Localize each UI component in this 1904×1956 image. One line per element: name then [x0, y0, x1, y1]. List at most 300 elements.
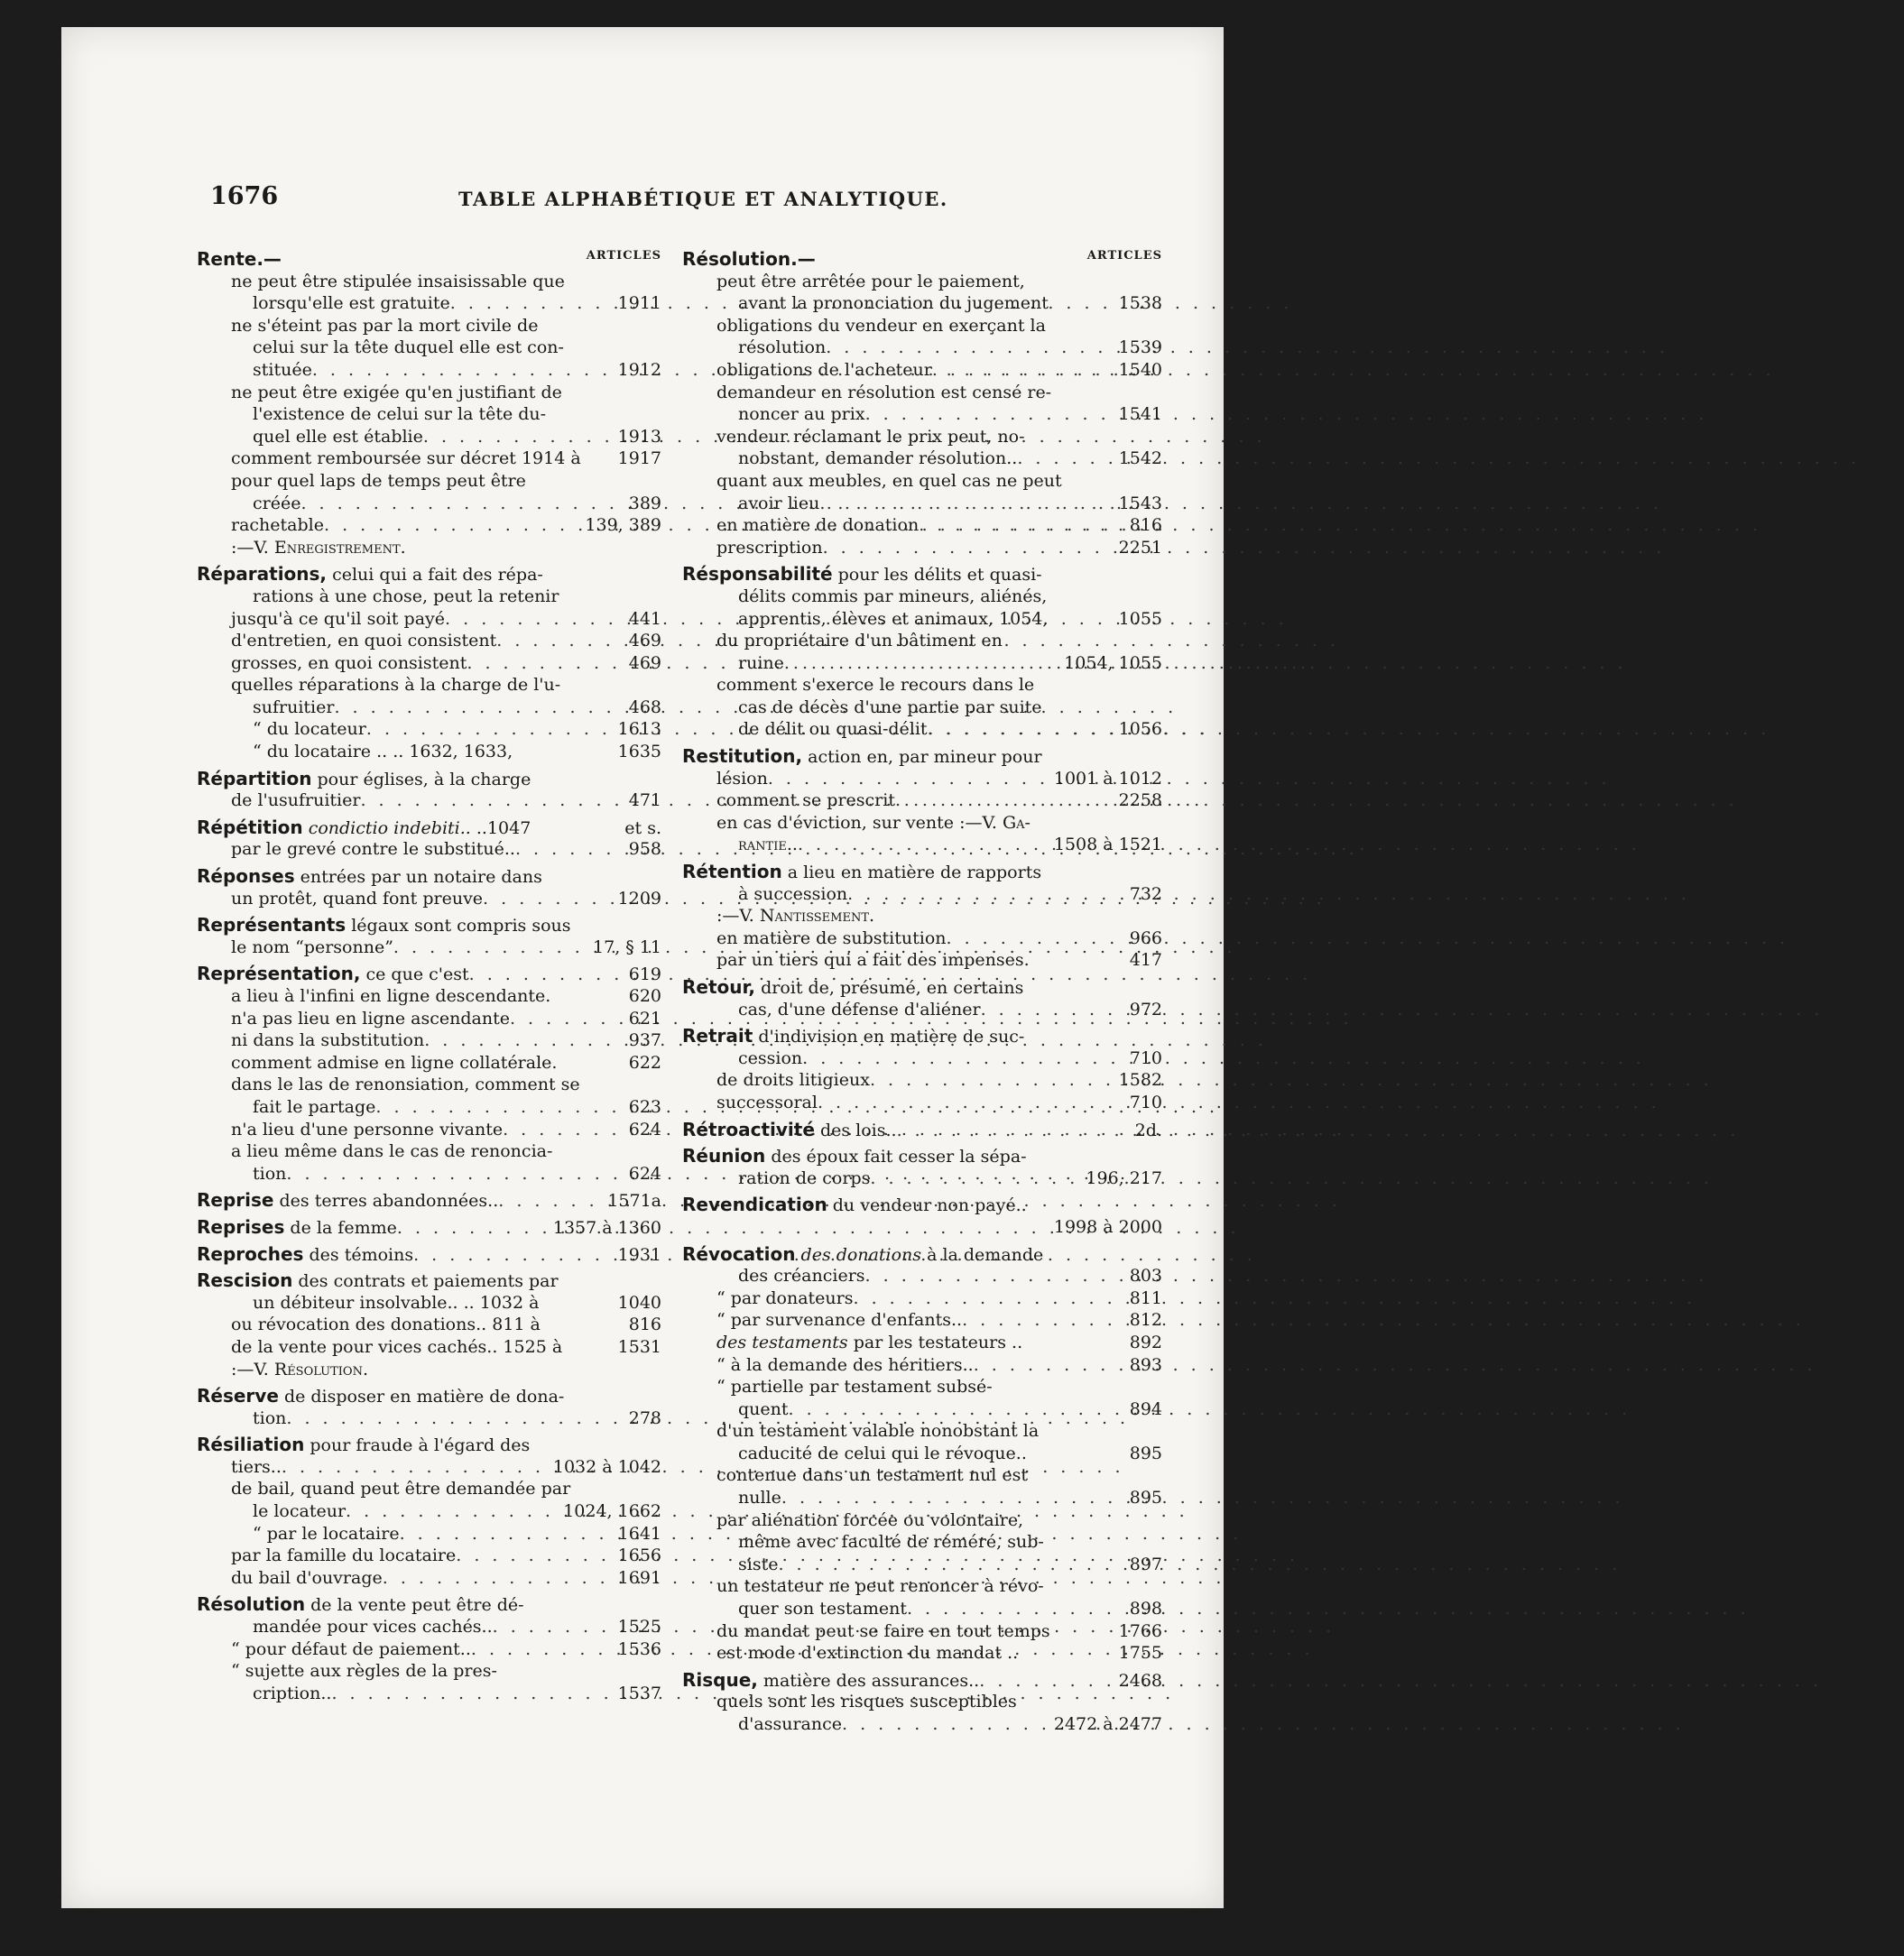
- entry-text: [197, 1434, 530, 1457]
- entry-heading-line: [197, 914, 661, 936]
- index-entry: [682, 1119, 1162, 1141]
- entry-text-part: nobstant, demander résolution..: [738, 448, 1018, 469]
- entry-text: [197, 963, 469, 986]
- leader-dots: [346, 1500, 558, 1523]
- index-entry: [682, 563, 1162, 741]
- entry-subline: [682, 470, 1162, 493]
- entry-text-part: d'entretien, en quoi consistent: [231, 631, 497, 651]
- index-entry: [682, 861, 1162, 972]
- leader-dots: [895, 789, 1114, 812]
- leader-dots: [496, 630, 624, 652]
- article-reference: 2251: [1118, 537, 1162, 558]
- entry-text-part: pour quel laps de temps peut être: [231, 470, 526, 491]
- entry-subline: [682, 1420, 1162, 1443]
- entry-heading-line: [682, 976, 1162, 999]
- article-reference: 196, 217: [1086, 1167, 1162, 1188]
- leader-dots: [847, 883, 1124, 906]
- entry-text: [231, 271, 565, 293]
- index-entry: [682, 1669, 1162, 1736]
- entry-text: [716, 426, 1025, 448]
- entry-text-part: ..: [786, 835, 798, 855]
- entry-text: [738, 834, 798, 856]
- entry-subline: [682, 999, 1162, 1021]
- entry-text-part: comment remboursée sur décret 1914 à: [231, 448, 581, 469]
- page: [61, 27, 1224, 1908]
- entry-text-part: par les testateurs ..: [847, 1332, 1023, 1352]
- entry-text-part: matière des assurances..: [757, 1670, 980, 1691]
- entry-text: [716, 1691, 1017, 1713]
- entry-heading-line: [682, 745, 1162, 768]
- leader-dots: [919, 514, 1124, 537]
- entry-text-part: le nom “personne”: [231, 936, 393, 957]
- entry-text-part: des époux fait cesser la sépa-: [765, 1147, 1027, 1167]
- leader-dots: [286, 1407, 623, 1430]
- entry-text: [231, 1008, 510, 1030]
- entry-heading-line: [682, 1243, 1162, 1266]
- entry-subline: [682, 927, 1162, 950]
- entry-heading-line: [197, 1189, 661, 1212]
- entry-text: [231, 1140, 552, 1163]
- entry-subline: [197, 1500, 661, 1523]
- article-reference: 389: [628, 493, 661, 513]
- entry-text: [738, 1713, 842, 1736]
- entry-subline: [682, 608, 1162, 631]
- entry-subline: [197, 426, 661, 448]
- entry-text-part: rations à une chose, peut la retenir: [253, 586, 559, 606]
- leader-dots: [928, 718, 1114, 741]
- entry-text: [682, 1243, 1043, 1267]
- article-reference: 1056: [1118, 719, 1162, 740]
- entry-text-part: ce que c'est: [360, 964, 469, 985]
- entry-subline: [197, 1683, 661, 1705]
- entry-keyword: Restitution,: [682, 745, 803, 768]
- index-entry: [197, 563, 661, 762]
- article-reference: 619: [628, 964, 661, 985]
- entry-subline: [197, 586, 661, 608]
- entry-text: [682, 1669, 979, 1693]
- entry-subline: [197, 1074, 661, 1096]
- entry-subline: [682, 1216, 1162, 1239]
- index-entry: [682, 248, 1162, 558]
- leader-dots: [423, 426, 613, 448]
- leader-dots: [819, 493, 1113, 515]
- article-reference: 1540: [1118, 359, 1162, 380]
- leader-dots: [932, 359, 1114, 382]
- entry-text-part: “ pour défaut de paiement..: [231, 1638, 471, 1659]
- leader-dots: [366, 718, 613, 741]
- leader-dots: [469, 964, 624, 986]
- entry-subline: [682, 949, 1162, 972]
- article-reference: 623: [628, 1096, 661, 1117]
- article-reference: 2258: [1118, 790, 1162, 811]
- article-reference: 1024, 1662: [563, 1501, 661, 1522]
- leader-dots: [979, 1670, 1113, 1693]
- entry-text: [682, 1194, 1027, 1217]
- entry-subline: [682, 1309, 1162, 1332]
- leader-dots: [510, 1008, 624, 1030]
- article-reference: 894: [1129, 1398, 1162, 1419]
- article-reference: 278: [628, 1407, 661, 1428]
- entry-text: [231, 888, 483, 910]
- entry-text-part: de droits litigieux: [716, 1070, 870, 1091]
- entry-text: [682, 861, 1041, 884]
- entry-heading-line: [197, 768, 661, 790]
- entry-text: [716, 1092, 818, 1114]
- entry-subline: [197, 674, 661, 697]
- entry-heading-line: [682, 1025, 1162, 1047]
- article-reference: 892: [1129, 1332, 1162, 1352]
- entry-text-part: des témoins: [303, 1244, 414, 1265]
- column-label: ARTICLES: [586, 249, 661, 263]
- entry-text: [716, 1575, 1044, 1598]
- entry-heading-line: [197, 1269, 661, 1292]
- article-reference: 1357 à 1360: [552, 1217, 661, 1238]
- leader-dots: [413, 1244, 613, 1267]
- entry-text-part: :—V.: [231, 537, 274, 558]
- entry-text-part: même avec faculté de réméré, sub-: [738, 1532, 1044, 1553]
- article-reference: 468: [628, 697, 661, 717]
- entry-text: [231, 470, 526, 493]
- entry-subline: [682, 1332, 1162, 1354]
- leader-dots: [768, 768, 1049, 790]
- entry-text: [197, 914, 571, 937]
- entry-keyword: Résiliation: [197, 1434, 305, 1456]
- entry-text: [231, 1478, 570, 1500]
- entry-subline: [197, 1008, 661, 1030]
- entry-text-part: “ par survenance d'enfants..: [716, 1310, 963, 1331]
- entry-subline: [682, 674, 1162, 697]
- entry-subline: [197, 1314, 661, 1336]
- article-reference: 1766: [1118, 1620, 1162, 1641]
- index-entry: [197, 1189, 661, 1212]
- entry-heading-line: [682, 1669, 1162, 1692]
- entry-subline: [682, 883, 1162, 906]
- entry-text-part: obligations de l'acheteur: [716, 359, 932, 380]
- article-reference: 139, 389: [585, 515, 661, 536]
- cross-reference: Résolution.: [273, 1359, 369, 1379]
- entry-italic: des testaments: [716, 1332, 848, 1352]
- entry-heading-line: [197, 1243, 661, 1266]
- entry-subline: [682, 1598, 1162, 1620]
- entry-text-part: à la demande: [921, 1244, 1044, 1265]
- entry-subline: [197, 359, 661, 382]
- entry-text: [738, 1167, 870, 1190]
- entry-text-part: a lieu à l'infini en ligne descendante.: [231, 986, 551, 1006]
- leader-dots: [778, 1554, 1123, 1576]
- entry-text: [253, 426, 423, 448]
- entry-subline: [197, 1616, 661, 1638]
- entry-text-part: apprentis, élèves et animaux, 1054,: [738, 608, 1049, 629]
- entry-text: [231, 1052, 557, 1075]
- entry-text: [253, 359, 312, 382]
- entry-text: [253, 718, 366, 741]
- entry-text: [253, 1096, 375, 1119]
- article-reference: 620: [628, 986, 661, 1006]
- article-reference: 816: [1129, 515, 1162, 536]
- article-reference: 1911: [617, 293, 661, 314]
- entry-text-part: quelles réparations à la charge de l'u-: [231, 675, 561, 696]
- entry-subline: [197, 936, 661, 959]
- entry-text: [197, 248, 282, 272]
- entry-text-part: rachetable: [231, 515, 324, 536]
- entry-subline: [197, 1567, 661, 1590]
- article-reference: 958: [628, 839, 661, 860]
- entry-text-part: action en, par mineur pour: [802, 747, 1042, 768]
- entry-subline: [682, 1167, 1162, 1190]
- leader-dots: [1017, 447, 1113, 470]
- entry-text-part: par aliénation forcée ou volontaire,: [716, 1509, 1024, 1530]
- leader-dots: [334, 697, 623, 719]
- article-reference: 622: [628, 1052, 661, 1073]
- entry-text-part: en matière de donation: [716, 515, 920, 536]
- article-reference: 1917: [617, 448, 661, 469]
- entry-text-part: d'indivision en matière de suc-: [753, 1027, 1025, 1047]
- entry-text-part: peut être arrêtée pour le paiement,: [716, 271, 1025, 291]
- entry-text-part: cession: [738, 1047, 803, 1068]
- entry-text-part: du mandat peut se faire en tout temps: [716, 1620, 1050, 1641]
- entry-text-part: le locateur: [253, 1501, 347, 1522]
- entry-text-part: ..1047: [470, 817, 531, 838]
- entry-subline: [682, 1047, 1162, 1070]
- entry-subline: [197, 1292, 661, 1315]
- entry-text: [716, 812, 1031, 835]
- article-reference: 2d.: [1134, 1120, 1162, 1140]
- article-reference: 1055: [1118, 608, 1162, 629]
- entry-text: [716, 1287, 853, 1310]
- entry-text-part: en matière de substitution: [716, 927, 947, 948]
- index-entry: [197, 1434, 661, 1589]
- entry-text-part: jusqu'à ce qu'il soit payé: [231, 608, 446, 629]
- entry-keyword: Réparations,: [197, 563, 328, 586]
- entry-subline: [197, 1119, 661, 1141]
- entry-heading-line: [682, 1194, 1162, 1216]
- entry-heading-line: [197, 1216, 661, 1239]
- entry-subline: [197, 1359, 661, 1381]
- entry-text-part: du bail d'ouvrage: [231, 1567, 383, 1588]
- article-reference: 1040: [617, 1292, 661, 1313]
- entry-subline: [197, 292, 661, 315]
- entry-text-part: un protêt, quand font preuve: [231, 888, 484, 909]
- entry-text-part: demandeur en résolution est censé re-: [716, 382, 1052, 402]
- entry-heading-line: [197, 963, 661, 985]
- entry-text-part: ne s'éteint pas par la mort civile de: [231, 315, 539, 336]
- entry-subline: [197, 337, 661, 359]
- entry-text: [716, 1332, 1022, 1354]
- entry-subline: [197, 1407, 661, 1430]
- entry-text: [231, 1545, 456, 1567]
- entry-subline: [682, 768, 1162, 790]
- leader-dots: [483, 888, 613, 910]
- entry-keyword: Reprises: [197, 1215, 285, 1238]
- entry-subline: [682, 905, 1162, 927]
- entry-text: [253, 337, 564, 359]
- leader-dots: [456, 1545, 612, 1567]
- entry-subline: [197, 1052, 661, 1075]
- entry-text: [253, 1500, 346, 1523]
- article-reference: 895: [1129, 1488, 1162, 1509]
- entry-text: [682, 248, 816, 272]
- entry-text-part: lorsqu'elle est gratuite: [253, 293, 450, 314]
- entry-text: [231, 1119, 503, 1141]
- entry-text-part: en cas d'éviction, sur vente :—V.: [716, 812, 1003, 833]
- entry-text-part: cas, d'une défense d'aliéner: [738, 999, 981, 1020]
- entry-text-part: successoral: [716, 1092, 818, 1112]
- index-entry: [682, 1243, 1162, 1665]
- entry-text: [738, 718, 928, 741]
- index-entry: [197, 248, 661, 558]
- entry-text-part: du propriétaire d'un bâtiment en: [716, 631, 1003, 651]
- entry-text-part: vendeur réclamant le prix peut, no-: [716, 426, 1025, 447]
- entry-text-part: cas de décès d'une partie par suite: [738, 697, 1042, 717]
- entry-text: [231, 652, 467, 675]
- leader-dots: [467, 652, 623, 675]
- entry-keyword: Résolution: [197, 1593, 306, 1616]
- leader-dots: [360, 789, 623, 812]
- entry-subline: [682, 1265, 1162, 1287]
- entry-text: [682, 563, 1042, 586]
- entry-text: [253, 741, 513, 763]
- leader-dots: [312, 359, 613, 382]
- article-reference: 1931: [617, 1244, 661, 1265]
- leader-dots: [471, 1638, 613, 1661]
- entry-text: [197, 865, 542, 889]
- entry-text: [197, 563, 543, 586]
- entry-text-part: ou révocation des donations.. 811 à: [231, 1315, 541, 1335]
- entry-subline: [682, 337, 1162, 359]
- entry-subline: [197, 718, 661, 741]
- article-reference: 1525: [617, 1617, 661, 1638]
- entry-subline: [682, 652, 1162, 675]
- index-entry: [197, 1269, 661, 1380]
- article-reference: 621: [628, 1008, 661, 1029]
- entry-text-part: légaux sont compris sous: [346, 916, 571, 936]
- entry-text-part: par un tiers qui a fait des impenses.: [716, 950, 1030, 971]
- entry-text: [682, 1025, 1024, 1048]
- article-reference: 471: [628, 790, 661, 811]
- entry-text: [231, 537, 406, 559]
- index-entry: [197, 768, 661, 812]
- entry-text-part: quer son testament: [738, 1599, 907, 1619]
- leader-dots: [802, 1047, 1124, 1070]
- column-label: ARTICLES: [1086, 249, 1162, 263]
- entry-keyword: Rétroactivité: [682, 1118, 815, 1140]
- article-reference: 1508 à 1521: [1053, 835, 1162, 855]
- entry-text: [253, 1616, 493, 1638]
- entry-subline: [197, 1336, 661, 1359]
- article-reference: 710: [1129, 1092, 1162, 1112]
- entry-text-part: tion: [253, 1163, 287, 1184]
- cross-reference: Ga-: [1002, 812, 1031, 833]
- entry-keyword: Résolution.—: [682, 248, 816, 270]
- entry-text: [197, 1269, 559, 1293]
- entry-italic: des donations: [795, 1244, 922, 1265]
- entry-subline: [197, 382, 661, 404]
- leader-dots: [515, 838, 624, 861]
- article-reference: 469: [628, 631, 661, 651]
- entry-subline: [197, 403, 661, 426]
- entry-text-part: ne peut être stipulée insaisissable que: [231, 271, 565, 291]
- entry-text: [738, 292, 1049, 315]
- entry-heading-line: [197, 1385, 661, 1407]
- entry-text-part: tiers..: [231, 1456, 282, 1477]
- entry-text: [716, 1376, 993, 1398]
- entry-text-part: des contrats et paiements par: [292, 1271, 559, 1292]
- entry-subline: [682, 1092, 1162, 1114]
- entry-text-part: par le grevé contre le substitué..: [231, 839, 515, 860]
- entry-keyword: Risque,: [682, 1668, 758, 1691]
- entry-text-part: quent: [738, 1398, 789, 1419]
- article-reference: 1536: [617, 1638, 661, 1659]
- entry-text: [738, 493, 819, 515]
- entry-text-part: “ sujette aux règles de la pres-: [231, 1661, 497, 1682]
- entry-subline: [682, 834, 1162, 856]
- entry-heading-line: [197, 563, 661, 586]
- entry-text: [738, 447, 1017, 470]
- article-reference: 972: [1129, 999, 1162, 1020]
- entry-subline: [682, 447, 1162, 470]
- entry-subline: [197, 1478, 661, 1500]
- leader-dots: [324, 514, 579, 537]
- entry-heading-line: [682, 1119, 1162, 1141]
- entry-text-part: sufruitier: [253, 697, 335, 717]
- entry-text: [231, 1567, 383, 1590]
- entry-text-part: pour fraude à l'égard des: [304, 1435, 531, 1456]
- entry-text: [231, 1359, 368, 1381]
- entry-subline: [682, 1398, 1162, 1421]
- article-reference: 2468: [1118, 1670, 1162, 1691]
- entry-subline: [682, 1287, 1162, 1310]
- leader-dots: [870, 1167, 1080, 1190]
- entry-subline: [682, 292, 1162, 315]
- entry-heading-line: [197, 817, 661, 839]
- entry-text: [738, 1554, 778, 1576]
- leader-dots: [503, 1119, 624, 1141]
- entry-text-part: d'assurance: [738, 1714, 842, 1734]
- entry-subline: [682, 537, 1162, 559]
- leader-dots: [300, 493, 623, 515]
- entry-text-part: délits commis par mineurs, aliénés,: [738, 586, 1048, 606]
- entry-text-part: de bail, quand peut être demandée par: [231, 1479, 571, 1499]
- entry-text: [716, 514, 919, 537]
- entry-text-part: comment s'exerce le recours dans le: [716, 675, 1035, 696]
- cross-reference: rantie: [738, 835, 787, 855]
- entry-keyword: Réponses: [197, 865, 295, 888]
- index-column-left: [197, 248, 661, 1709]
- entry-text: [231, 936, 393, 959]
- index-entry: [197, 1216, 661, 1239]
- article-reference: 624: [628, 1163, 661, 1184]
- entry-text: [231, 1638, 471, 1661]
- entry-text-part: l'existence de celui sur la tête du-: [253, 404, 547, 425]
- entry-subline: [197, 271, 661, 293]
- entry-text-part: celui qui a fait des répa-: [327, 565, 543, 586]
- leader-dots: [798, 834, 1049, 856]
- leader-dots: [375, 1096, 623, 1119]
- entry-subline: [682, 630, 1162, 652]
- index-entry: [197, 963, 661, 1185]
- entry-keyword: Résponsabilité: [682, 563, 833, 586]
- article-reference: 1001 à 1012: [1053, 768, 1162, 789]
- article-reference: 417: [1129, 950, 1162, 971]
- entry-text: [197, 768, 531, 791]
- entry-text-part: a lieu même dans le cas de renoncia-: [231, 1141, 553, 1162]
- entry-text: [738, 1398, 789, 1421]
- leader-dots: [450, 292, 613, 315]
- entry-text: [231, 1314, 541, 1336]
- article-reference: 624: [628, 1119, 661, 1139]
- leader-dots: [842, 1713, 1049, 1736]
- entry-text-part: avoir lieu: [738, 493, 820, 513]
